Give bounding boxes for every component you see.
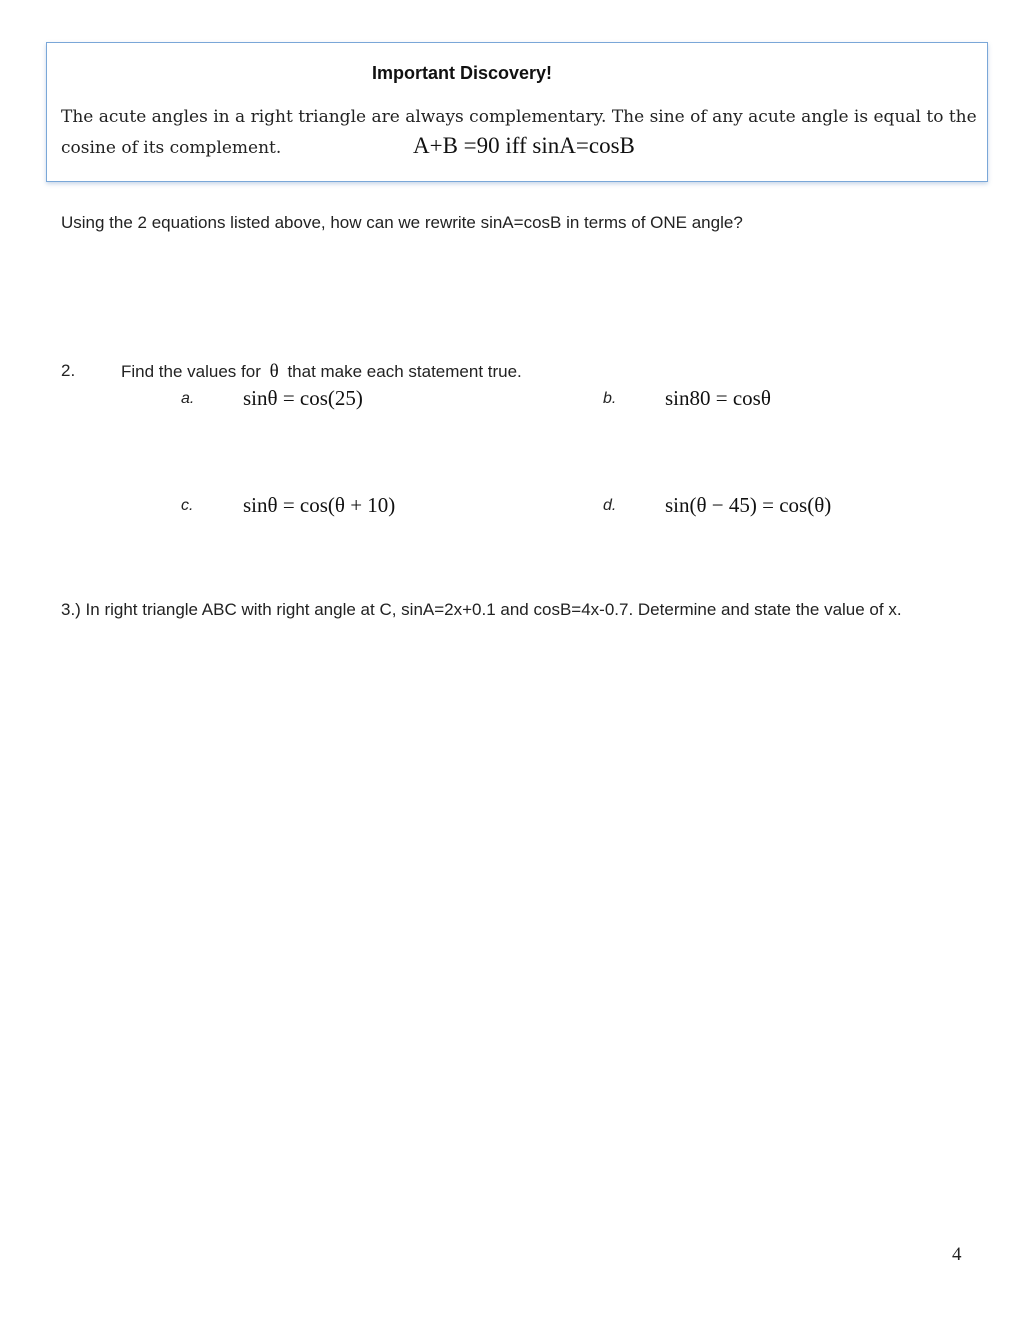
question-2-prompt <box>121 361 522 383</box>
part-c-label: c. <box>181 497 194 514</box>
theta-symbol: θ <box>269 361 279 382</box>
part-c-equation: sinθ = cos(θ + 10) <box>243 493 396 517</box>
discovery-text-line-2: cosine of its complement. <box>61 138 282 158</box>
question-2-prompt-before: Find the values for <box>121 362 261 381</box>
discovery-formula: A+B =90 iff sinA=cosB <box>413 133 635 158</box>
question-2-number: 2. <box>61 361 76 380</box>
part-a-label: a. <box>181 390 195 407</box>
part-d-label: d. <box>603 497 617 514</box>
discovery-title: Important Discovery! <box>371 63 553 83</box>
question-2-prompt-after: that make each statement true. <box>287 362 522 381</box>
question-1: Using the 2 equations listed above, how can we rewrite sinA=cosB in terms of ONE angle? <box>61 213 743 232</box>
part-b-label: b. <box>603 390 617 407</box>
part-a-equation: sinθ = cos(25) <box>243 386 363 410</box>
part-b-equation: sin80 = cosθ <box>665 386 771 410</box>
part-d-equation: sin(θ − 45) = cos(θ) <box>665 493 832 517</box>
discovery-text-line-1: The acute angles in a right triangle are always complementary. The sine of any acute angle is equal to the <box>61 107 977 127</box>
page-number: 4 <box>952 1244 962 1265</box>
important-discovery-box <box>46 42 988 182</box>
question-3: 3.) In right triangle ABC with right angle at C, sinA=2x+0.1 and cosB=4x-0.7. Determine and state the value of x. <box>61 600 902 619</box>
